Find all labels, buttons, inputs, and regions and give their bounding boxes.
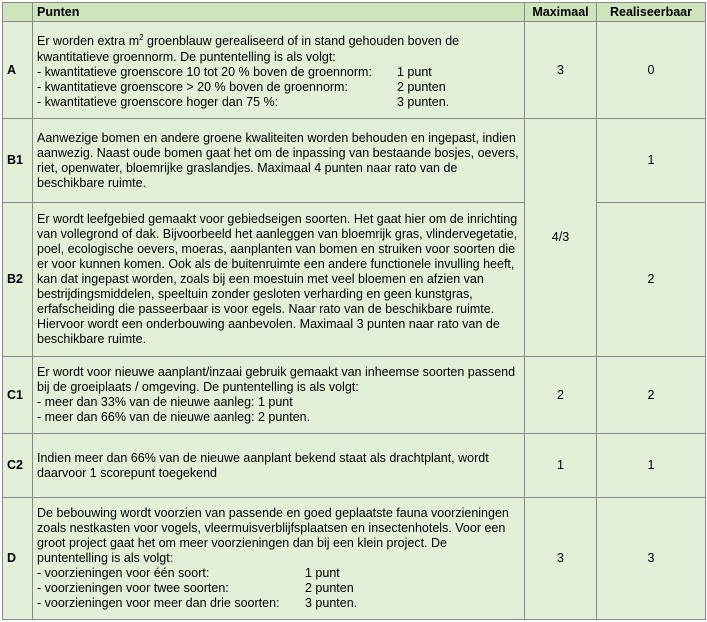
header-maximaal: Maximaal (525, 3, 597, 22)
row-realiseerbaar: 3 (597, 498, 706, 620)
table-row-b1 (3, 119, 706, 203)
table-row-c2 (3, 434, 706, 498)
row-description: Er wordt leefgebied gemaakt voor gebiedseigen soorten. Het gaat hier om de inrichting van vollegrond of dak. Bijvoorbeeld het aanleggen van bloemrijk gras, vlindervegetatie, poel, ecologische oevers, moeras, aanplanten van bomen en struiken voor soorten die er voor kunnen komen. Ook als de buitenruimte een andere functionele invulling heeft, kan dat ingepast worden, zoals bij een moestuin met veel bloemen en afzien van bestrijdingsmiddelen, speeltuin zonder gesloten verharding en geen kunstgras, erfafscheiding die passeerbaar is voor egels. Naar rato van de beschikbare ruimte. Hiervoor wordt een onderbouwing aanbevolen. Maximaal 3 punten naar rato van de beschikbare ruimte. (33, 203, 525, 357)
row-maximaal: 3 (525, 22, 597, 119)
table-row-c1 (3, 357, 706, 434)
row-code: C2 (3, 434, 33, 498)
row-maximaal-merged: 4/3 (525, 119, 597, 357)
row-description: Indien meer dan 66% van de nieuwe aanplant bekend staat als drachtplant, wordt daarvoor 1 scorepunt toegekend (33, 434, 525, 498)
row-realiseerbaar: 0 (597, 22, 706, 119)
row-description: Er wordt voor nieuwe aanplant/inzaai gebruik gemaakt van inheemse soorten passend bij de groeiplaats / omgeving. De puntentelling is als volgt: - meer dan 33% van de nieuwe aanleg: 1 punt - meer dan 66% van de nieuwe aanleg: 2 punten. (33, 357, 525, 434)
row-realiseerbaar: 1 (597, 119, 706, 203)
row-code: A (3, 22, 33, 119)
table-row-b2 (3, 203, 706, 357)
row-code: B1 (3, 119, 33, 203)
row-description: De bebouwing wordt voorzien van passende en goed geplaatste fauna voorzieningen zoals nestkasten voor vogels, vleermuisverblijfsplaatsen en insectenhotels. Voor een groot project gaat het om meer voorzieningen dan bij een klein project. De puntentelling is als volgt: - voorzieningen voor één soort: 1 punt - voorzieningen voor twee soorten: 2 punten - voorzieningen voor meer dan drie soorten: 3 punten. (33, 498, 525, 620)
header-punten: Punten (33, 3, 525, 22)
score-table (2, 2, 706, 620)
row-description: Aanwezige bomen en andere groene kwaliteiten worden behouden en ingepast, indien aanwezig. Naast oude bomen gaat het om de inpassing van bestaande bosjes, oevers, riet, openwater, bloemrijke graslandjes. Maximaal 4 punten naar rato van de beschikbare ruimte. (33, 119, 525, 203)
row-code: C1 (3, 357, 33, 434)
header-code (3, 3, 33, 22)
row-description: Er worden extra $m^2$ groenblauw gerealiseerd of in stand gehouden boven de kwantitatieve groennorm. De puntentelling is als volgt: - kwantitatieve groenscore 10 tot 20 % boven de groennorm: 1 punt - kwantitatieve groenscore > 20 % boven de groennorm: 2 punten - kwantitatieve groenscore hoger dan 75 %: 3 punten. (33, 22, 525, 119)
row-maximaal: 2 (525, 357, 597, 434)
row-code: B2 (3, 203, 33, 357)
row-realiseerbaar: 2 (597, 357, 706, 434)
table-row-a (3, 22, 706, 119)
header-realiseerbaar: Realiseerbaar (597, 3, 706, 22)
row-maximaal: 1 (525, 434, 597, 498)
header-row (3, 3, 706, 22)
row-realiseerbaar: 1 (597, 434, 706, 498)
row-code: D (3, 498, 33, 620)
row-maximaal: 3 (525, 498, 597, 620)
row-realiseerbaar: 2 (597, 203, 706, 357)
table-row-d (3, 498, 706, 620)
